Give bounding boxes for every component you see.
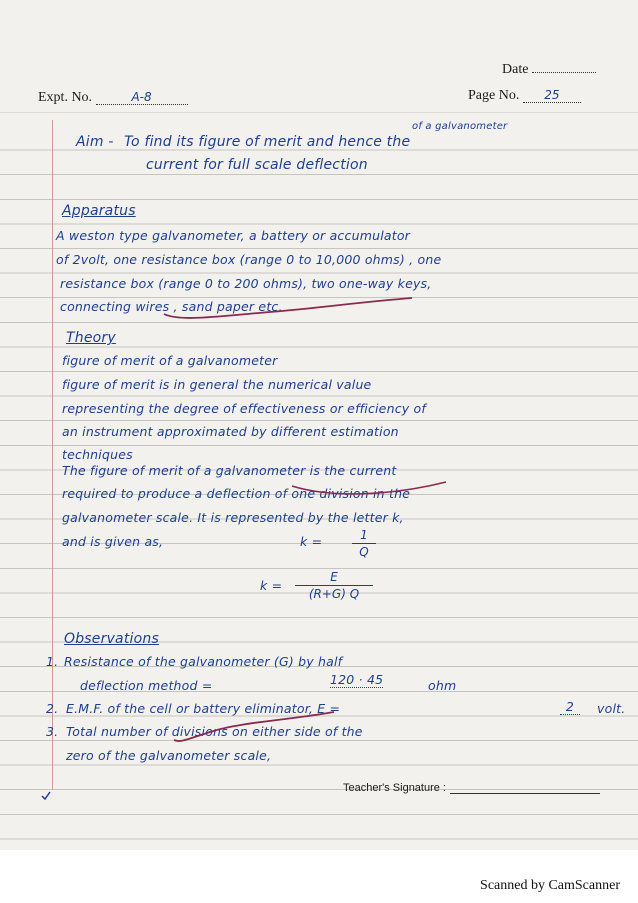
obs-3-line-1: Total number of divisions on either side of the — [66, 724, 363, 739]
aim-line-2: current for full scale deflection — [146, 157, 368, 173]
obs-3-number: 3. — [46, 724, 59, 739]
pen-curve-mark — [170, 710, 340, 744]
obs-1-number: 1. — [46, 654, 59, 669]
obs-2-value: 2 — [560, 699, 580, 715]
expt-value: A-8 — [96, 90, 188, 105]
apparatus-line-4: connecting wires , sand paper etc. — [60, 299, 283, 314]
aim-label: Aim - — [76, 134, 114, 150]
obs-2-line-1: E.M.F. of the cell or battery eliminator, E = — [66, 701, 341, 716]
teacher-signature — [343, 782, 600, 794]
formula-2-denominator: (R+G) Q — [308, 587, 360, 601]
page-no-label: Page No. — [468, 88, 520, 103]
formula-2-fraction — [295, 570, 373, 601]
obs-3-line-2: zero of the galvanometer scale, — [66, 748, 272, 763]
expt-label: Expt. No. — [38, 90, 93, 105]
theory-para2-line-2: required to produce a deflection of one division in the — [62, 486, 411, 501]
obs-1-value: 120 · 45 — [330, 672, 384, 687]
apparatus-line-1: A weston type galvanometer, a battery or accumulator — [56, 228, 411, 243]
formula-1-denominator: Q — [359, 545, 369, 559]
theory-para2-line-4: and is given as, — [62, 534, 164, 549]
date-value — [532, 72, 596, 73]
theory-para1-line-4: techniques — [62, 447, 133, 462]
theory-para1-line-2: representing the degree of effectiveness or efficiency of — [62, 401, 426, 416]
theory-subheading: figure of merit of a galvanometer — [62, 353, 278, 368]
obs-2-unit: volt. — [597, 701, 626, 716]
scanner-watermark: Scanned by CamScanner — [480, 878, 620, 893]
date-label: Date — [502, 62, 529, 77]
pen-underline-mark — [160, 296, 420, 322]
obs-2-number: 2. — [46, 701, 59, 716]
expt-field — [38, 90, 188, 106]
observations-heading: Observations — [64, 631, 159, 647]
margin-line — [52, 120, 53, 790]
obs-1-unit: ohm — [428, 678, 457, 693]
apparatus-line-2: of 2volt, one resistance box (range 0 to 10,000 ohms) , one — [56, 252, 442, 267]
theory-para2-line-3: galvanometer scale. It is represented by the letter k, — [62, 510, 404, 525]
signature-line — [450, 793, 600, 794]
formula-2-numerator: E — [330, 570, 338, 584]
obs-1-line-2: deflection method = — [80, 678, 213, 693]
page-no-field — [468, 88, 581, 104]
aim-line-1: To find its figure of merit and hence the — [124, 134, 411, 150]
apparatus-line-3: resistance box (range 0 to 200 ohms), two one-way keys, — [60, 276, 432, 291]
fraction-bar — [352, 543, 376, 544]
formula-1-lhs: k = — [300, 534, 323, 549]
formula-2-lhs: k = — [260, 578, 283, 593]
theory-heading: Theory — [66, 330, 116, 346]
aim-insert: of a galvanometer — [412, 121, 508, 132]
date-field — [502, 62, 596, 78]
pen-tick-mark — [40, 790, 52, 802]
obs-1-line-1: Resistance of the galvanometer (G) by half — [64, 654, 343, 669]
fraction-bar — [295, 585, 373, 586]
formula-1-fraction — [352, 528, 376, 559]
formula-1-numerator: 1 — [360, 528, 368, 542]
theory-para2-line-1: The figure of merit of a galvanometer is the current — [62, 463, 397, 478]
page-no-value: 25 — [523, 88, 581, 103]
pen-strike-mark — [290, 480, 450, 500]
apparatus-heading: Apparatus — [62, 203, 136, 219]
teacher-signature-label: Teacher's Signature : — [343, 782, 446, 794]
theory-para1-line-3: an instrument approximated by different estimation — [62, 424, 399, 439]
theory-para1-line-1: figure of merit is in general the numerical value — [62, 377, 372, 392]
